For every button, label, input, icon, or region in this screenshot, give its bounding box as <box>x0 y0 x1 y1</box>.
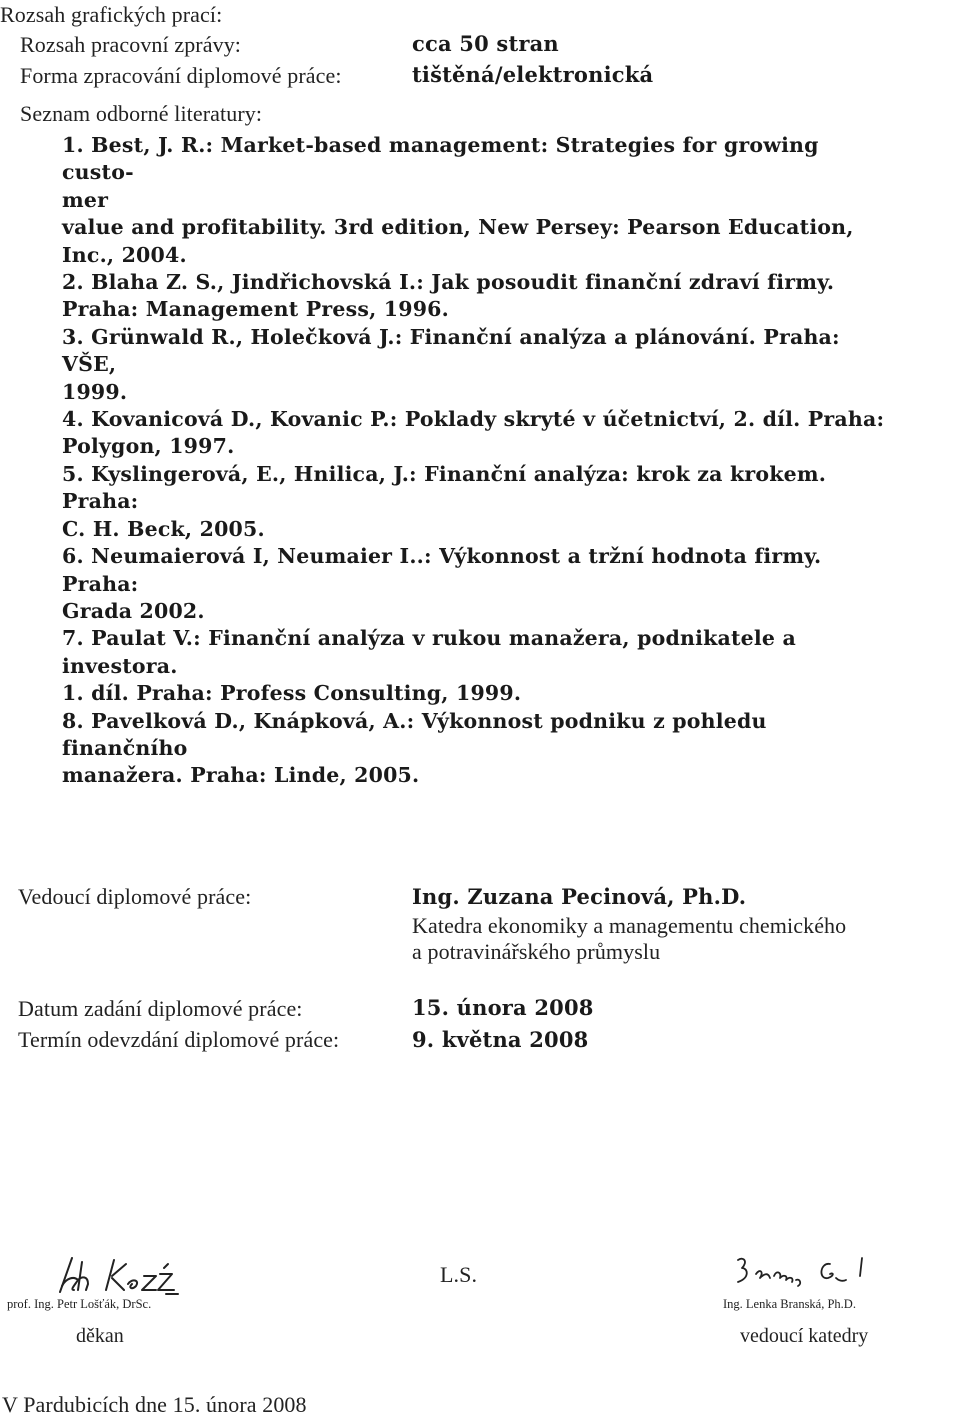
reference-line: 2. Blaha Z. S., Jindřichovská I.: Jak posoudit finanční zdraví firmy. <box>62 270 835 295</box>
forma-label: Forma zpracování diplomové práce: <box>20 63 342 88</box>
reference-line: C. H. Beck, 2005. <box>62 516 265 541</box>
reference-line: 7. Paulat V.: Finanční analýza v rukou manažera, podnikatele a investora. <box>62 626 796 678</box>
reference-line: Polygon, 1997. <box>62 434 235 459</box>
vedouci-department-line1: Katedra ekonomiky a managementu chemického <box>412 913 847 938</box>
rozsah-grafickych-label: Rozsah grafických prací: <box>0 2 223 27</box>
reference-line: 6. Neumaierová I, Neumaier I..: Výkonnost a tržní hodnota firmy. Praha: <box>62 544 822 596</box>
rozsah-zpravy-value: cca 50 stran <box>412 31 559 56</box>
reference-line: 8. Pavelková D., Knápková, A.: Výkonnost podniku z pohledu finančního <box>62 708 767 760</box>
seal-ls: L.S. <box>440 1262 478 1287</box>
reference-item <box>62 324 892 406</box>
reference-line: Inc., 2004. <box>62 242 187 267</box>
head-of-department-name: Ing. Lenka Branská, Ph.D. <box>723 1297 856 1311</box>
datum-zadani-label: Datum zadání diplomové práce: <box>18 996 303 1021</box>
dean-role: děkan <box>76 1325 124 1347</box>
reference-list <box>62 132 892 790</box>
reference-line: 1. Best, J. R.: Market-based management: Strategies for growing custo- <box>62 133 819 185</box>
reference-line: 1999. <box>62 379 128 404</box>
place-date: V Pardubicích dne 15. února 2008 <box>2 1392 307 1417</box>
seznam-literatury-label: Seznam odborné literatury: <box>20 101 263 126</box>
vedouci-name: Ing. Zuzana Pecinová, Ph.D. <box>412 884 747 909</box>
termin-odevzdani-value: 9. května 2008 <box>412 1027 589 1052</box>
reference-line: 1. díl. Praha: Profess Consulting, 1999. <box>62 681 522 706</box>
dean-name: prof. Ing. Petr Lošťák, DrSc. <box>7 1297 152 1311</box>
reference-line: Praha: Management Press, 1996. <box>62 297 449 322</box>
reference-item <box>62 543 892 625</box>
reference-line: Grada 2002. <box>62 598 205 623</box>
vedouci-department-line2: a potravinářského průmyslu <box>412 939 661 964</box>
dean-signature-image <box>52 1250 212 1300</box>
reference-line: value and profitability. 3rd edition, New Persey: Pearson Education, <box>62 215 854 240</box>
reference-line: 3. Grünwald R., Holečková J.: Finanční analýza a plánování. Praha: VŠE, <box>62 324 840 377</box>
reference-line: manažera. Praha: Linde, 2005. <box>62 763 420 788</box>
reference-item <box>62 132 892 269</box>
rozsah-zpravy-label: Rozsah pracovní zprávy: <box>20 32 241 57</box>
reference-item <box>62 625 892 707</box>
reference-line: 4. Kovanicová D., Kovanic P.: Poklady skryté v účetnictví, 2. díl. Praha: <box>62 407 885 432</box>
head-of-department-role: vedoucí katedry <box>740 1325 869 1347</box>
datum-zadani-value: 15. února 2008 <box>412 995 594 1020</box>
forma-value: tištěná/elektronická <box>412 62 654 87</box>
head-signature-image <box>730 1250 910 1300</box>
reference-item <box>62 406 892 461</box>
reference-item <box>62 461 892 543</box>
termin-odevzdani-label: Termín odevzdání diplomové práce: <box>18 1027 340 1052</box>
reference-item <box>62 708 892 790</box>
vedouci-label: Vedoucí diplomové práce: <box>18 884 252 909</box>
reference-line: 5. Kyslingerová, E., Hnilica, J.: Finanční analýza: krok za krokem. Praha: <box>62 461 827 514</box>
reference-item <box>62 269 892 324</box>
reference-line: mer <box>62 187 109 212</box>
